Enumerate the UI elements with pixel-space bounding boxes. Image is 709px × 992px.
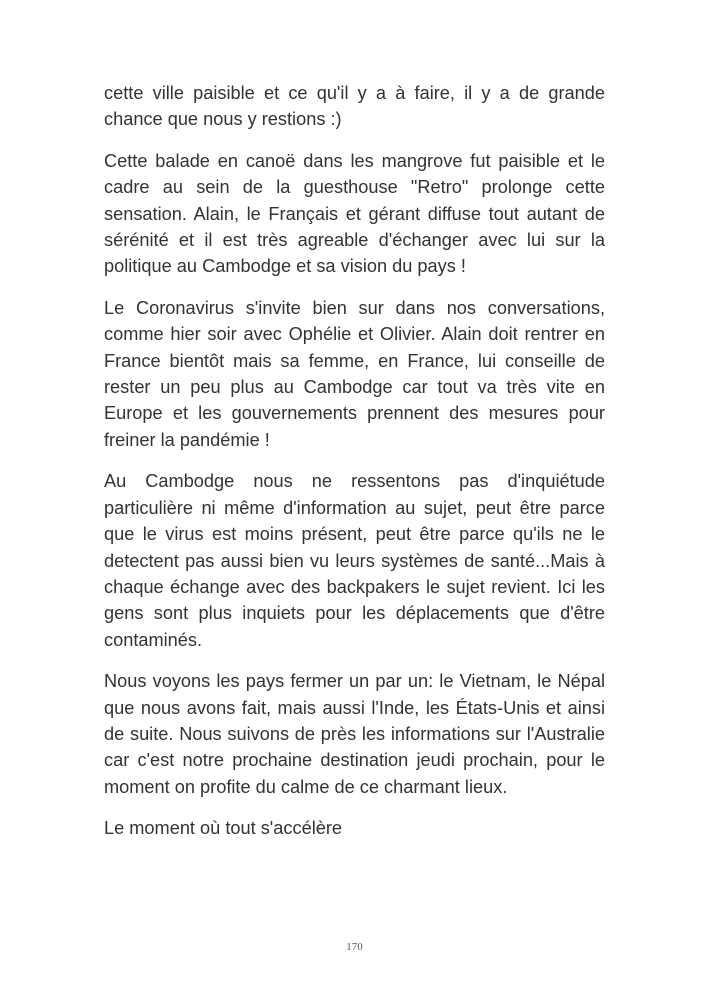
- paragraph-5: Nous voyons les pays fermer un par un: le Vietnam, le Népal que nous avons fait, mais aussi l'Inde, les États-Unis et ainsi de suite. Nous suivons de près les informations sur l'Australie car c'est notre prochaine destination jeudi prochain, pour le moment on profite du calme de ce charmant lieux.: [104, 671, 605, 797]
- section-heading: Le moment où tout s'accélère: [104, 818, 343, 839]
- paragraph-4: Au Cambodge nous ne ressentons pas d'inquiétude particulière ni même d'information au sujet, peut être parce que le virus est moins présent, peut être parce qu'ils ne le detectent pas aussi bien vu leurs systèmes de santé...Mais à chaque échange avec des backpakers le sujet revient. Ici les gens sont plus inquiets pour les déplacements que d'être contaminés.: [104, 471, 605, 650]
- page-body: [104, 80, 605, 857]
- paragraph-2: Cette balade en canoë dans les mangrove fut paisible et le cadre au sein de la guesthouse "Retro" prolonge cette sensation. Alain, le Français et gérant diffuse tout autant de sérénité et il est très agreable d'échanger avec lui sur la politique au Cambodge et sa vision du pays !: [104, 150, 605, 277]
- paragraph-3: Le Coronavirus s'invite bien sur dans nos conversations, comme hier soir avec Ophélie et Olivier. Alain doit rentrer en France bientôt mais sa femme, en France, lui conseille de rester un peu plus au Cambodge car tout va très vite en Europe et les gouvernements prennent des mesures pour freiner la pandémie !: [104, 297, 605, 450]
- page-number: 170: [346, 941, 363, 953]
- paragraph-1: cette ville paisible et ce qu'il y a à faire, il y a de grande chance que nous y restions :): [104, 83, 605, 130]
